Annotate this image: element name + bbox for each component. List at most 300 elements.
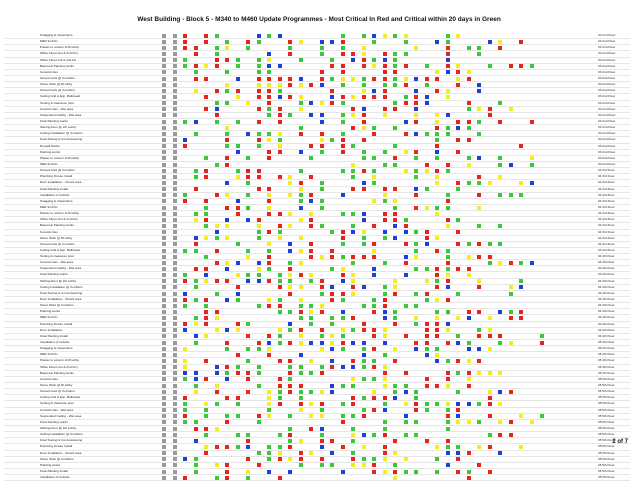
status-cell — [225, 414, 229, 418]
status-cell — [299, 420, 303, 424]
status-cell — [309, 101, 313, 105]
status-cell — [393, 384, 397, 388]
status-cell — [225, 470, 229, 474]
status-cell — [446, 132, 450, 136]
status-cell — [488, 52, 492, 56]
status-cell — [320, 304, 324, 308]
status-cell — [183, 193, 187, 197]
status-cell — [330, 322, 334, 326]
status-cell — [288, 58, 292, 62]
status-cell — [341, 255, 345, 259]
floor-level: 04 4th Floor — [598, 327, 615, 332]
status-cell — [404, 218, 408, 222]
status-cell — [435, 451, 439, 455]
status-cell — [225, 377, 229, 381]
status-cell — [383, 46, 387, 50]
status-cell — [341, 83, 345, 87]
status-cell — [173, 77, 177, 81]
status-cell — [173, 476, 177, 480]
status-cell — [204, 181, 208, 185]
status-cell — [288, 470, 292, 474]
status-cell — [477, 175, 481, 179]
status-cell — [173, 439, 177, 443]
status-cell — [330, 113, 334, 117]
status-cell — [530, 181, 534, 185]
status-cell — [309, 107, 313, 111]
status-cell — [330, 384, 334, 388]
status-cell — [183, 230, 187, 234]
status-cell — [194, 476, 198, 480]
status-cell — [215, 433, 219, 437]
status-cell — [162, 439, 166, 443]
status-cell — [257, 212, 261, 216]
status-cell — [194, 445, 198, 449]
status-cell — [204, 52, 208, 56]
status-cell — [362, 292, 366, 296]
status-cell — [309, 249, 313, 253]
status-cell — [288, 52, 292, 56]
status-cell — [225, 322, 229, 326]
status-cell — [204, 476, 208, 480]
status-cell — [246, 187, 250, 191]
status-cell — [509, 156, 513, 160]
status-cell — [162, 236, 166, 240]
status-cell — [215, 451, 219, 455]
status-cell — [288, 199, 292, 203]
status-cell — [288, 463, 292, 467]
status-cell — [299, 249, 303, 253]
status-cell — [488, 193, 492, 197]
status-cell — [467, 236, 471, 240]
status-cell — [341, 187, 345, 191]
status-cell — [288, 107, 292, 111]
status-cell — [404, 427, 408, 431]
status-cell — [183, 126, 187, 130]
activity-description: Final Painting Install — [40, 468, 68, 473]
status-cell — [509, 316, 513, 320]
status-cell — [246, 242, 250, 246]
status-cell — [477, 359, 481, 363]
status-cell — [404, 64, 408, 68]
status-cell — [257, 451, 261, 455]
status-cell — [404, 470, 408, 474]
status-cell — [467, 408, 471, 412]
status-cell — [341, 390, 345, 394]
status-cell — [404, 298, 408, 302]
status-cell — [414, 101, 418, 105]
status-cell — [162, 95, 166, 99]
status-cell — [215, 285, 219, 289]
status-cell — [246, 169, 250, 173]
status-cell — [236, 230, 240, 234]
status-cell — [341, 101, 345, 105]
status-cell — [215, 199, 219, 203]
status-cell — [267, 427, 271, 431]
programme-cells — [162, 187, 462, 191]
status-cell — [246, 132, 250, 136]
status-cell — [236, 212, 240, 216]
status-cell — [299, 353, 303, 357]
status-cell — [446, 58, 450, 62]
status-cell — [414, 193, 418, 197]
status-cell — [278, 476, 282, 480]
status-cell — [435, 212, 439, 216]
status-cell — [183, 249, 187, 253]
status-cell — [351, 193, 355, 197]
status-cell — [341, 310, 345, 314]
status-cell — [372, 113, 376, 117]
status-cell — [194, 156, 198, 160]
status-cell — [246, 390, 250, 394]
status-cell — [341, 77, 345, 81]
status-cell — [456, 126, 460, 130]
status-cell — [204, 439, 208, 443]
status-cell — [446, 77, 450, 81]
status-cell — [194, 199, 198, 203]
status-cell — [183, 279, 187, 283]
status-cell — [435, 58, 439, 62]
status-cell — [519, 181, 523, 185]
status-cell — [309, 390, 313, 394]
status-cell — [225, 138, 229, 142]
status-cell — [257, 420, 261, 424]
status-cell — [288, 175, 292, 179]
status-cell — [404, 206, 408, 210]
status-cell — [309, 261, 313, 265]
status-cell — [446, 187, 450, 191]
status-cell — [257, 433, 261, 437]
programme-cells — [162, 163, 462, 167]
status-cell — [330, 199, 334, 203]
status-cell — [351, 470, 355, 474]
status-cell — [246, 384, 250, 388]
status-cell — [267, 408, 271, 412]
status-cell — [477, 107, 481, 111]
status-cell — [320, 206, 324, 210]
status-cell — [162, 58, 166, 62]
status-cell — [477, 414, 481, 418]
status-cell — [456, 46, 460, 50]
status-cell — [393, 427, 397, 431]
status-cell — [509, 334, 513, 338]
floor-level: 05 5th Floor — [598, 468, 615, 473]
status-cell — [204, 261, 208, 265]
status-cell — [404, 347, 408, 351]
status-cell — [414, 120, 418, 124]
status-cell — [215, 298, 219, 302]
status-cell — [320, 150, 324, 154]
status-cell — [204, 285, 208, 289]
status-cell — [393, 230, 397, 234]
status-cell — [267, 261, 271, 265]
status-cell — [309, 316, 313, 320]
status-cell — [425, 445, 429, 449]
status-cell — [246, 353, 250, 357]
status-cell — [341, 402, 345, 406]
status-cell — [225, 230, 229, 234]
status-cell — [456, 40, 460, 44]
status-cell — [446, 212, 450, 216]
status-cell — [278, 322, 282, 326]
status-cell — [351, 175, 355, 179]
status-cell — [467, 255, 471, 259]
floor-level: 03 2nd Floor — [598, 75, 616, 80]
status-cell — [330, 377, 334, 381]
status-cell — [267, 470, 271, 474]
activity-description: Final Testing & Commissioning — [40, 290, 83, 295]
status-cell — [488, 451, 492, 455]
status-cell — [456, 267, 460, 271]
status-cell — [246, 77, 250, 81]
status-cell — [435, 70, 439, 74]
status-cell — [173, 52, 177, 56]
status-cell — [519, 70, 523, 74]
status-cell — [425, 175, 429, 179]
status-cell — [383, 150, 387, 154]
programme-cells — [162, 322, 462, 326]
status-cell — [183, 107, 187, 111]
status-cell — [330, 138, 334, 142]
status-cell — [383, 95, 387, 99]
status-cell — [404, 310, 408, 314]
status-cell — [456, 334, 460, 338]
programme-cells — [162, 445, 462, 449]
status-cell — [320, 52, 324, 56]
status-cell — [393, 113, 397, 117]
status-cell — [425, 439, 429, 443]
status-cell — [509, 144, 513, 148]
activity-description: Ceiling Installation @ Corridors — [40, 284, 83, 289]
status-cell — [194, 408, 198, 412]
status-cell — [467, 40, 471, 44]
status-cell — [204, 341, 208, 345]
status-cell — [309, 304, 313, 308]
status-cell — [278, 365, 282, 369]
status-cell — [204, 365, 208, 369]
status-cell — [362, 120, 366, 124]
status-cell — [498, 144, 502, 148]
status-cell — [330, 304, 334, 308]
status-cell — [393, 163, 397, 167]
status-cell — [162, 138, 166, 142]
status-cell — [330, 433, 334, 437]
programme-cells — [162, 156, 462, 160]
status-cell — [162, 347, 166, 351]
status-cell — [299, 255, 303, 259]
status-cell — [162, 408, 166, 412]
status-cell — [173, 175, 177, 179]
status-cell — [446, 199, 450, 203]
floor-level: 03 2nd Floor — [598, 69, 616, 74]
status-cell — [404, 267, 408, 271]
status-cell — [477, 46, 481, 50]
status-cell — [425, 150, 429, 154]
status-cell — [341, 144, 345, 148]
status-cell — [435, 298, 439, 302]
programme-cells — [162, 420, 462, 424]
status-cell — [414, 224, 418, 228]
status-cell — [236, 408, 240, 412]
status-cell — [477, 40, 481, 44]
status-cell — [372, 384, 376, 388]
status-cell — [173, 199, 177, 203]
status-cell — [519, 279, 523, 283]
programme-cells — [162, 414, 462, 418]
status-cell — [446, 144, 450, 148]
status-cell — [173, 273, 177, 277]
status-cell — [267, 451, 271, 455]
status-cell — [299, 230, 303, 234]
status-cell — [372, 46, 376, 50]
status-cell — [488, 64, 492, 68]
status-cell — [183, 433, 187, 437]
status-cell — [446, 169, 450, 173]
status-cell — [351, 181, 355, 185]
status-cell — [446, 334, 450, 338]
status-cell — [320, 390, 324, 394]
status-cell — [204, 150, 208, 154]
status-cell — [383, 77, 387, 81]
programme-cells — [162, 126, 462, 130]
status-cell — [383, 224, 387, 228]
status-cell — [404, 156, 408, 160]
status-cell — [446, 64, 450, 68]
status-cell — [393, 120, 397, 124]
status-cell — [530, 285, 534, 289]
status-cell — [330, 292, 334, 296]
status-cell — [215, 187, 219, 191]
status-cell — [351, 273, 355, 277]
status-cell — [162, 70, 166, 74]
status-cell — [194, 175, 198, 179]
status-cell — [320, 285, 324, 289]
status-cell — [330, 230, 334, 234]
status-cell — [383, 70, 387, 74]
status-cell — [341, 347, 345, 351]
status-cell — [456, 163, 460, 167]
status-cell — [383, 292, 387, 296]
status-cell — [162, 193, 166, 197]
status-cell — [362, 359, 366, 363]
status-cell — [288, 150, 292, 154]
status-cell — [330, 427, 334, 431]
status-cell — [498, 261, 502, 265]
status-cell — [425, 353, 429, 357]
status-cell — [246, 206, 250, 210]
status-cell — [278, 126, 282, 130]
status-cell — [425, 249, 429, 253]
status-cell — [225, 334, 229, 338]
floor-level: 03 2nd Floor — [598, 143, 616, 148]
status-cell — [362, 408, 366, 412]
status-cell — [215, 304, 219, 308]
status-cell — [383, 261, 387, 265]
activity-description: Office Fitout Cut & 2nd Fix — [40, 57, 77, 62]
activity-description: Suspended Ceiling - Wet area — [40, 112, 82, 117]
status-cell — [404, 285, 408, 289]
status-cell — [446, 433, 450, 437]
status-cell — [519, 285, 523, 289]
status-cell — [194, 255, 198, 259]
status-cell — [425, 390, 429, 394]
status-cell — [362, 156, 366, 160]
floor-level: 05 5th Floor — [598, 383, 615, 388]
status-cell — [372, 414, 376, 418]
status-cell — [404, 420, 408, 424]
status-cell — [425, 224, 429, 228]
status-cell — [162, 242, 166, 246]
status-cell — [330, 371, 334, 375]
status-cell — [393, 292, 397, 296]
status-cell — [267, 144, 271, 148]
status-cell — [194, 181, 198, 185]
status-cell — [435, 249, 439, 253]
status-cell — [288, 70, 292, 74]
status-cell — [320, 70, 324, 74]
status-cell — [183, 206, 187, 210]
status-cell — [288, 230, 292, 234]
status-cell — [257, 34, 261, 38]
status-cell — [236, 334, 240, 338]
status-cell — [362, 279, 366, 283]
status-cell — [372, 193, 376, 197]
status-cell — [404, 255, 408, 259]
status-cell — [351, 408, 355, 412]
status-cell — [204, 126, 208, 130]
status-cell — [257, 181, 261, 185]
status-cell — [246, 120, 250, 124]
status-cell — [446, 242, 450, 246]
floor-level: 05 5th Floor — [598, 401, 615, 406]
status-cell — [173, 70, 177, 74]
status-cell — [236, 316, 240, 320]
status-cell — [215, 70, 219, 74]
status-cell — [257, 261, 261, 265]
status-cell — [498, 390, 502, 394]
status-cell — [456, 230, 460, 234]
status-cell — [372, 371, 376, 375]
status-cell — [456, 353, 460, 357]
status-cell — [330, 310, 334, 314]
status-cell — [435, 359, 439, 363]
status-cell — [330, 341, 334, 345]
floor-level: 05 4th Floor — [598, 370, 615, 375]
status-cell — [383, 298, 387, 302]
status-cell — [446, 322, 450, 326]
activity-description: Ceramic tiles — [40, 229, 58, 234]
status-cell — [435, 126, 439, 130]
status-cell — [414, 261, 418, 265]
status-cell — [162, 255, 166, 259]
status-cell — [383, 322, 387, 326]
status-cell — [372, 156, 376, 160]
status-cell — [425, 187, 429, 191]
status-cell — [341, 470, 345, 474]
status-cell — [309, 457, 313, 461]
status-cell — [225, 46, 229, 50]
status-cell — [267, 359, 271, 363]
status-cell — [435, 199, 439, 203]
status-cell — [278, 261, 282, 265]
status-cell — [414, 292, 418, 296]
status-cell — [456, 206, 460, 210]
status-cell — [372, 64, 376, 68]
status-cell — [162, 279, 166, 283]
status-cell — [162, 292, 166, 296]
status-cell — [414, 199, 418, 203]
status-cell — [225, 70, 229, 74]
status-cell — [246, 40, 250, 44]
